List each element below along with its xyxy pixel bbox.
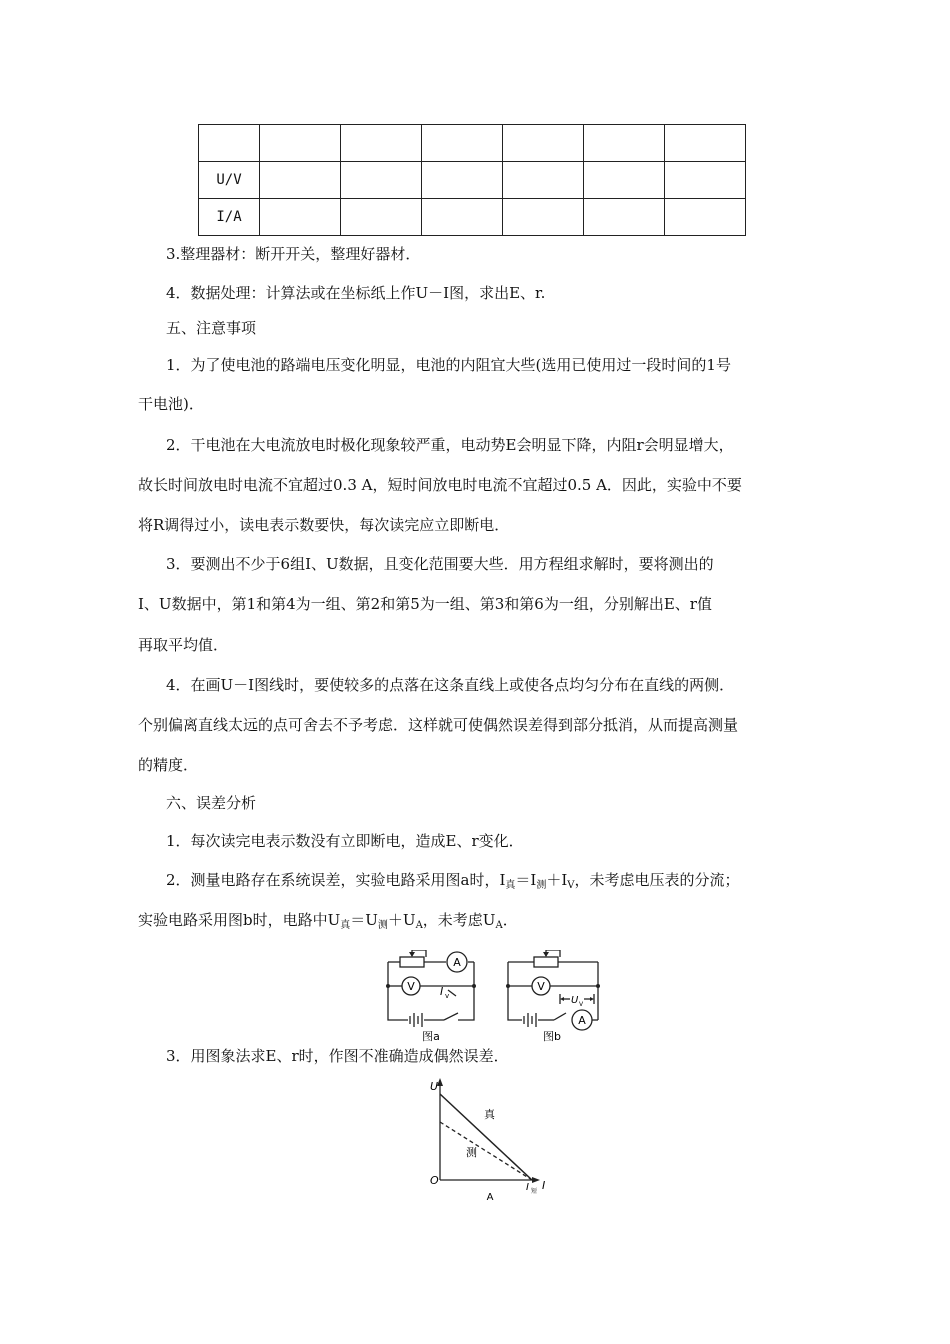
paragraph: 3.整理器材：断开开关，整理好器材． <box>166 245 421 263</box>
paragraph: 干电池)． <box>138 395 204 413</box>
current-label: I <box>440 985 444 998</box>
paragraph: 再取平均值． <box>138 636 229 654</box>
paragraph: 个别偏离直线太远的点可舍去不予考虑．这样就可使偶然误差得到部分抵消，从而提高测量 <box>138 716 739 734</box>
x-axis-label: I <box>542 1179 546 1192</box>
paragraph: 3．用图象法求E、r时，作图不准确造成偶然误差． <box>166 1047 509 1065</box>
ammeter-label: A <box>578 1014 586 1027</box>
table-cell <box>503 162 584 199</box>
x-axis-arrow-icon <box>532 1177 540 1183</box>
y-axis-label: U <box>430 1080 439 1093</box>
measured-line-label: 测 <box>466 1146 477 1159</box>
paragraph: 故长时间放电时电流不宜超过0.3 A，短时间放电时电流不宜超过0.5 A．因此，实验中不要 <box>138 476 742 494</box>
current-subscript: v <box>445 992 450 1000</box>
row-header: U/V <box>199 162 260 199</box>
ui-graph <box>426 1076 556 1204</box>
voltage-subscript: V <box>579 1001 584 1008</box>
table-cell <box>665 199 746 236</box>
table-cell <box>260 199 341 236</box>
paragraph: 的精度． <box>138 756 199 774</box>
table-cell <box>422 199 503 236</box>
paragraph <box>166 870 856 890</box>
row-header: I/A <box>199 199 260 236</box>
paragraph: 1．为了使电池的路端电压变化明显，电池的内阻宜大些(选用已使用过一段时间的1号 <box>166 356 731 374</box>
text-run: 实验电路采用图b时，电路中U <box>138 911 341 929</box>
text-run: ＝I <box>515 871 537 889</box>
text-run: 2．测量电路存在系统误差，实验电路采用图a时，I <box>166 871 506 889</box>
table-cell <box>665 125 746 162</box>
table-cell <box>665 162 746 199</box>
text-run: ，未考虑U <box>422 911 496 929</box>
paragraph: I、U数据中，第1和第4为一组、第2和第5为一组、第3和第6为一组，分别解出E、r值 <box>138 595 712 613</box>
intercept-label: I <box>526 1182 529 1193</box>
table-cell <box>503 125 584 162</box>
text-run: ＋I <box>546 871 568 889</box>
table-cell <box>422 125 503 162</box>
paragraph <box>138 910 828 930</box>
table-row <box>199 162 746 199</box>
paragraph: 将R调得过小，读电表示数要快，每次读完应立即断电． <box>138 516 510 534</box>
subscript: V <box>567 880 575 891</box>
text-run: ． <box>502 911 518 929</box>
table-cell <box>341 125 422 162</box>
subscript: 真 <box>340 920 351 931</box>
voltmeter-label: V <box>537 980 545 993</box>
subscript: 测 <box>377 920 388 931</box>
circuit-figure-b <box>502 950 606 1042</box>
subscript: 真 <box>505 880 516 891</box>
table-row <box>199 199 746 236</box>
table-cell <box>422 162 503 199</box>
section-heading: 五、注意事项 <box>166 319 257 337</box>
table-cell <box>260 125 341 162</box>
circuit-figure-a <box>382 950 482 1042</box>
figure-caption: 图b <box>543 1030 561 1042</box>
paragraph: 2．干电池在大电流放电时极化现象较严重，电动势E会明显下降，内阻r会明显增大， <box>166 436 734 454</box>
table-cell <box>584 199 665 236</box>
intercept-subscript: 短 <box>531 1188 538 1195</box>
measured-line <box>440 1122 532 1180</box>
table-cell <box>341 162 422 199</box>
voltage-label: U <box>571 995 579 1006</box>
origin-label: O <box>430 1174 439 1187</box>
table-cell <box>584 162 665 199</box>
row-header <box>199 125 260 162</box>
figure-caption: 图a <box>422 1030 440 1042</box>
table-cell <box>584 125 665 162</box>
table-row <box>199 125 746 162</box>
ammeter-label: A <box>453 956 461 969</box>
subscript: 测 <box>536 880 547 891</box>
table-cell <box>503 199 584 236</box>
subscript: A <box>415 920 423 931</box>
data-table <box>198 124 746 236</box>
paragraph: 1．每次读完电表示数没有立即断电，造成E、r变化． <box>166 832 524 850</box>
text-run: ＋U <box>387 911 416 929</box>
true-line <box>440 1094 532 1180</box>
true-line-label: 真 <box>484 1108 495 1121</box>
text-run: ，未考虑电压表的分流； <box>574 871 740 889</box>
paragraph: 4．数据处理：计算法或在坐标纸上作U－I图，求出E、r. <box>166 284 546 302</box>
table-cell <box>341 199 422 236</box>
text-run: ＝U <box>350 911 378 929</box>
figure-caption: A <box>486 1192 494 1203</box>
paragraph: 3．要测出不少于6组I、U数据，且变化范围要大些．用方程组求解时，要将测出的 <box>166 555 714 573</box>
voltmeter-label: V <box>407 980 415 993</box>
paragraph: 4．在画U－I图线时，要使较多的点落在这条直线上或使各点均匀分布在直线的两侧． <box>166 676 735 694</box>
section-heading: 六、误差分析 <box>166 794 257 812</box>
table-cell <box>260 162 341 199</box>
subscript: A <box>495 920 503 931</box>
